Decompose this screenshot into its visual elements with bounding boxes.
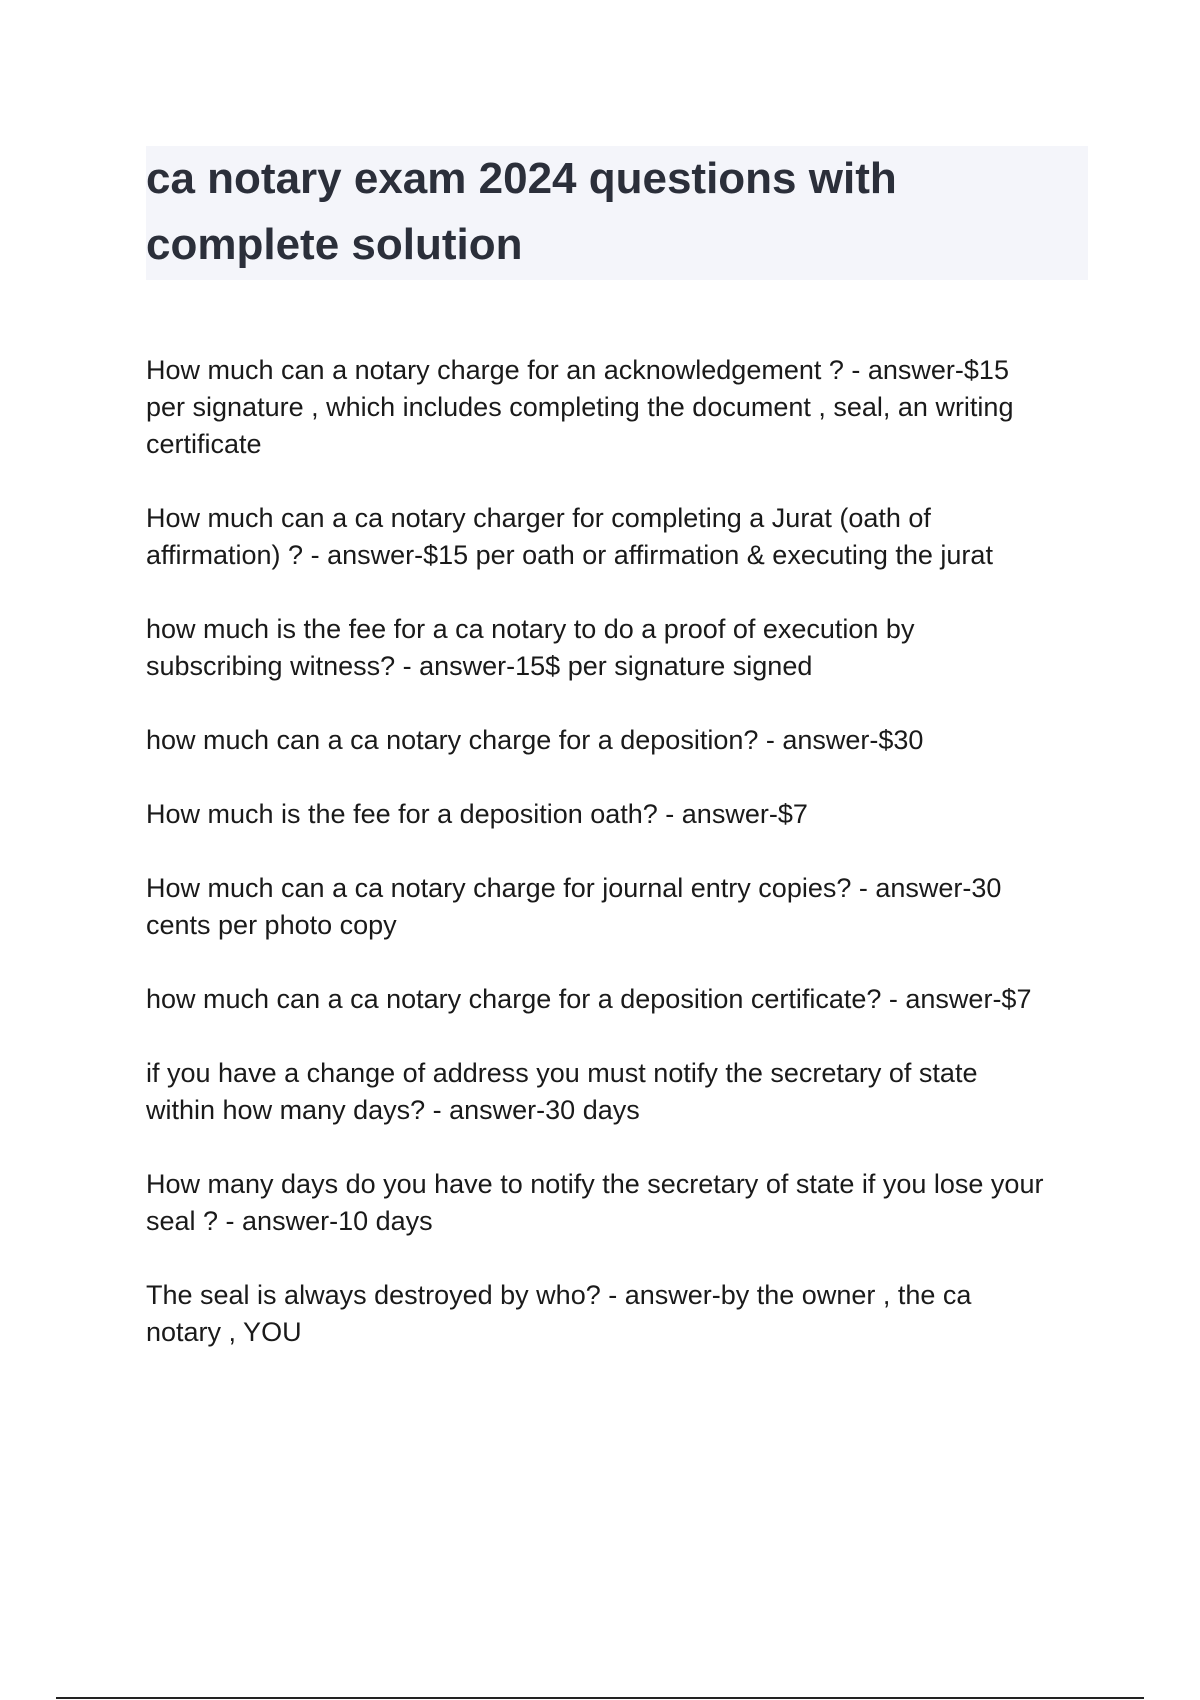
page-bottom-divider	[56, 1697, 1144, 1699]
qa-item: how much is the fee for a ca notary to do a proof of execution by subscribing witness? - answer-15$ per signature signed	[146, 614, 915, 681]
qa-item: How much can a ca notary charger for completing a Jurat (oath of affirmation) ? - answer-$15 per oath or affirmation & executing the jurat	[146, 503, 993, 570]
qa-item: How much can a ca notary charge for journal entry copies? - answer-30 cents per photo copy	[146, 873, 1002, 940]
title-banner	[146, 146, 1088, 280]
qa-list	[146, 352, 1096, 1388]
qa-item: how much can a ca notary charge for a deposition? - answer-$30	[146, 725, 924, 755]
page-title: ca notary exam 2024 questions with complete solution	[146, 154, 897, 269]
qa-item: if you have a change of address you must notify the secretary of state within how many days? - answer-30 days	[146, 1058, 978, 1125]
qa-item: how much can a ca notary charge for a deposition certificate? - answer-$7	[146, 984, 1032, 1014]
qa-item: How much can a notary charge for an acknowledgement ? - answer-$15 per signature , which includes completing the document , seal, an writing certificate	[146, 355, 1014, 459]
qa-item: How many days do you have to notify the secretary of state if you lose your seal ? - answer-10 days	[146, 1169, 1044, 1236]
qa-item: The seal is always destroyed by who? - answer-by the owner , the ca notary , YOU	[146, 1280, 972, 1347]
qa-item: How much is the fee for a deposition oath? - answer-$7	[146, 799, 808, 829]
